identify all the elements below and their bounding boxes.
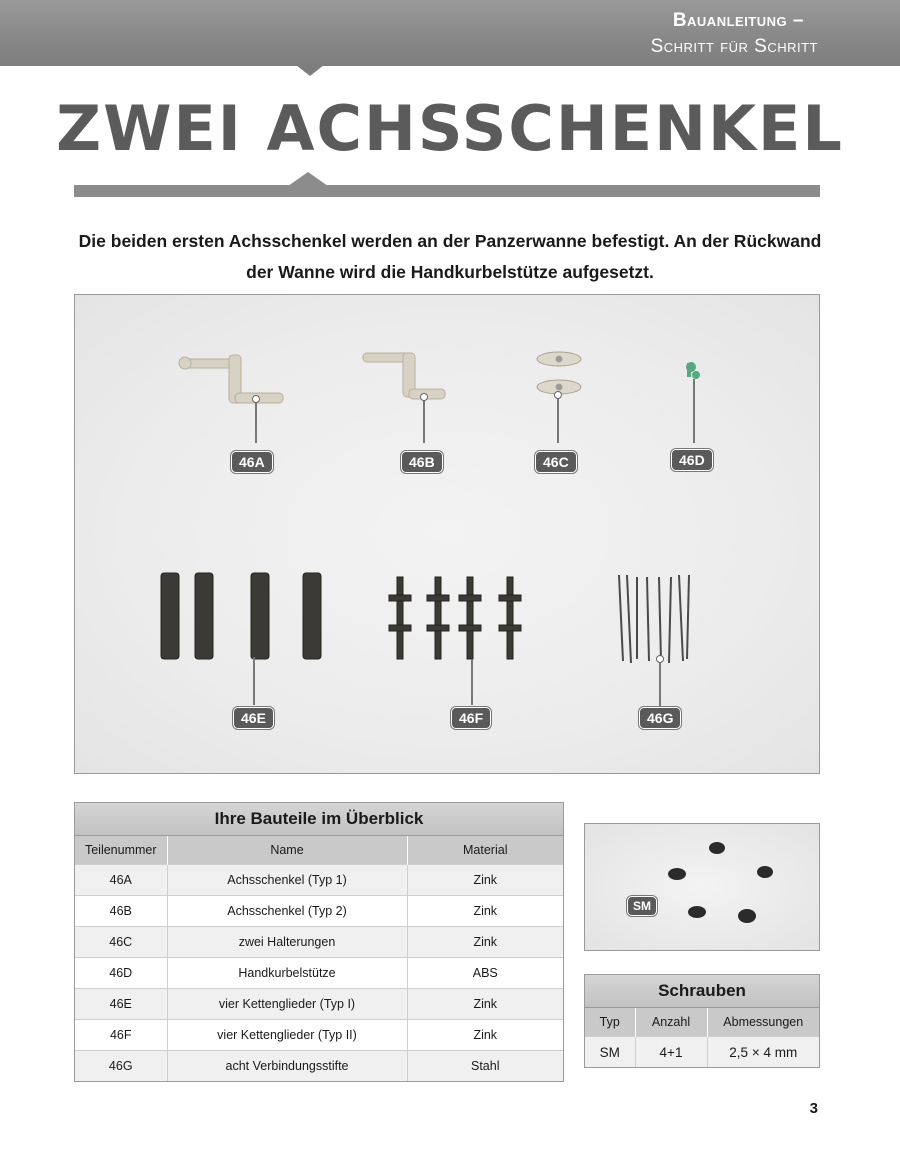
- column-header: Material: [407, 836, 563, 865]
- table-cell: zwei Halterungen: [167, 927, 407, 958]
- table-row: [75, 989, 563, 1020]
- part-label-46c: 46C: [535, 451, 577, 473]
- leader-dot-46a: [252, 395, 260, 403]
- table-row: [75, 958, 563, 989]
- leader-dot-46c: [554, 391, 562, 399]
- leader-line-46g: [659, 659, 661, 707]
- table-cell: 46A: [75, 865, 167, 896]
- table-cell: 46B: [75, 896, 167, 927]
- table-cell: Stahl: [407, 1051, 563, 1082]
- table-cell: Zink: [407, 927, 563, 958]
- part-label-46g: 46G: [639, 707, 681, 729]
- header-title-line2: Schritt für Schritt: [650, 36, 818, 57]
- screws-table-title: Schrauben: [585, 975, 819, 1008]
- table-cell: Zink: [407, 865, 563, 896]
- part-label-46e: 46E: [233, 707, 274, 729]
- table-cell: vier Kettenglieder (Typ I): [167, 989, 407, 1020]
- title-divider-notch: [288, 172, 328, 186]
- table-row: [75, 865, 563, 896]
- table-cell: ABS: [407, 958, 563, 989]
- table-cell: 4+1: [635, 1037, 707, 1068]
- table-cell: 46E: [75, 989, 167, 1020]
- table-row: [75, 1051, 563, 1082]
- parts-table-grid: [75, 836, 563, 1081]
- page-title: ZWEI ACHSSCHENKEL: [56, 92, 844, 165]
- table-cell: 2,5 × 4 mm: [707, 1037, 819, 1068]
- table-cell: 46D: [75, 958, 167, 989]
- table-row: [75, 896, 563, 927]
- table-cell: acht Verbindungsstifte: [167, 1051, 407, 1082]
- column-header: Anzahl: [635, 1008, 707, 1037]
- leader-line-46d: [693, 379, 695, 443]
- table-cell: Zink: [407, 1020, 563, 1051]
- part-46f-image: [389, 577, 521, 659]
- leader-line-46c: [557, 393, 559, 443]
- part-46c-image: [537, 352, 581, 394]
- part-46g-image: [619, 575, 689, 663]
- leader-dot-46g: [656, 655, 664, 663]
- leader-line-46a: [255, 399, 257, 443]
- part-label-sm: SM: [627, 896, 657, 916]
- column-header: Teilenummer: [75, 836, 167, 865]
- screws-table-grid: [585, 1008, 819, 1067]
- part-label-46a: 46A: [231, 451, 273, 473]
- header-title-line1: Bauanleitung –: [672, 10, 804, 31]
- column-header: Name: [167, 836, 407, 865]
- parts-photo: [74, 294, 820, 774]
- part-label-46b: 46B: [401, 451, 443, 473]
- table-cell: 46C: [75, 927, 167, 958]
- table-row: [585, 1037, 819, 1068]
- title-divider: [74, 185, 820, 197]
- leader-line-46b: [423, 397, 425, 443]
- table-cell: SM: [585, 1037, 635, 1068]
- part-46b-image: [363, 353, 445, 399]
- table-cell: Zink: [407, 896, 563, 927]
- table-cell: 46F: [75, 1020, 167, 1051]
- parts-table-title: Ihre Bauteile im Überblick: [75, 803, 563, 836]
- column-header: Typ: [585, 1008, 635, 1037]
- column-header: Abmessungen: [707, 1008, 819, 1037]
- screws-table: [584, 974, 820, 1068]
- leader-line-46f: [471, 659, 473, 705]
- intro-text: Die beiden ersten Achsschenkel werden an der Panzerwanne befestigt. An der Rückwand der Wanne wird die Handkurbelstütze aufgesetzt.: [78, 231, 822, 282]
- screws-illustration: [585, 824, 819, 950]
- parts-illustration: [75, 295, 819, 773]
- parts-table-header-row: [75, 836, 563, 865]
- table-cell: Achsschenkel (Typ 1): [167, 865, 407, 896]
- table-row: [75, 1020, 563, 1051]
- part-46e-image: [161, 573, 321, 659]
- part-46a-image: [179, 355, 283, 403]
- leader-dot-46b: [420, 393, 428, 401]
- table-row: [75, 927, 563, 958]
- table-cell: vier Kettenglieder (Typ II): [167, 1020, 407, 1051]
- screws-photo: [584, 823, 820, 951]
- part-46d-image: [686, 362, 700, 379]
- table-cell: Zink: [407, 989, 563, 1020]
- parts-table: [74, 802, 564, 1082]
- table-cell: Achsschenkel (Typ 2): [167, 896, 407, 927]
- page-number: 3: [809, 1100, 818, 1117]
- screws-table-header-row: [585, 1008, 819, 1037]
- table-cell: Handkurbelstütze: [167, 958, 407, 989]
- header-bar: [0, 0, 900, 66]
- part-label-46f: 46F: [451, 707, 491, 729]
- leader-line-46e: [253, 657, 255, 705]
- part-label-46d: 46D: [671, 449, 713, 471]
- table-cell: 46G: [75, 1051, 167, 1082]
